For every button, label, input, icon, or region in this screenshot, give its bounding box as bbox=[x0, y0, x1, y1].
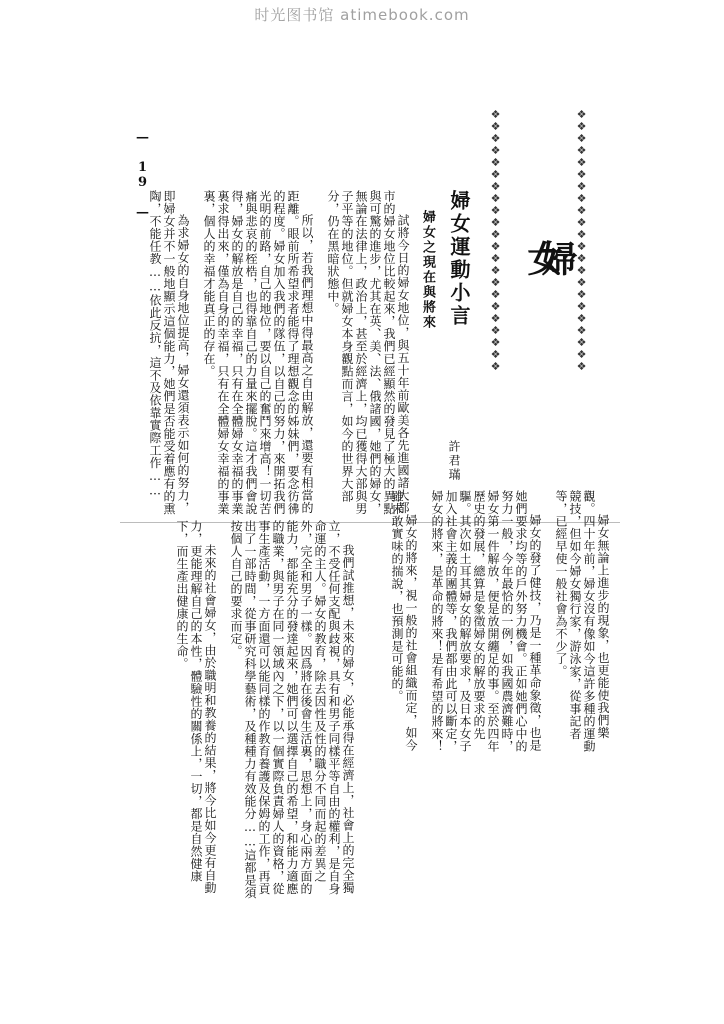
paragraph: 為求婦女的自身地位提高，婦女還須表示如何的努力，即婦女并不一般地顯示這個能力，她們是否能受着應有的熏陶，不能任教……依此反抗，這不及依靠實際工作…… bbox=[148, 190, 190, 515]
paragraph: 我們試推想，未來的婦女，必能承得在經濟上，社會上的完全獨立，不受任何支配與歧視，具有和男子同樣平等自由的權利，是自身命運的主人。婦女的教育，除去因性及性的職分不同而起的差異之外，完全和男子一樣。因爲將在後會生活裏，思想上，身心兩方面的能力，都能充分的發達起來，她們可以選擇自己的希望，和能力適應的職業，與男子在同一領域內之下，以一個實際負責婦人的資格，從事生產活動，一方面還可以能同樣的作教育養護及保姆的工作，再貢出了一部時間，從事研究科學藝術，及種種力有效能分……這都是須按個人自己的要求而定。 bbox=[229, 520, 355, 899]
paragraph: 婦女的將來，視一般的社會組織而定，如今雖未敢實味的揣說，也預測是可能的。 bbox=[390, 490, 418, 752]
article-title: 婦女運動小言 bbox=[447, 190, 471, 328]
page-number: — 19 — bbox=[135, 130, 150, 220]
body-block-lower-right bbox=[360, 490, 610, 760]
article-subhead: 婦女之現在與將來 bbox=[420, 210, 435, 330]
section-title: 婦 女 bbox=[522, 240, 578, 316]
watermark: 时光图书馆 atimebook.com bbox=[254, 6, 470, 24]
title-border-left: ❖❖❖❖❖❖❖❖❖❖❖❖❖❖❖❖❖❖❖❖❖❖ bbox=[489, 108, 502, 372]
paragraph: 試將今日的婦女地位，與五十年前歐美各先進國諸大都市的婦女地位比較起來，我們已經顯然的發見了極大的異點與可驚的進步，尤其在英、美、法、俄諸國，她們的婦女，無論在法律上，政治上，甚至於經濟上，均已獲得大部與男子平等的地位。但就婦女本身觀點而言，如今的世界大部分，仍在黑暗狀態中。 bbox=[326, 190, 410, 515]
title-border-right: ❖❖❖❖❖❖❖❖❖❖❖❖❖❖❖❖❖❖❖❖❖❖ bbox=[575, 108, 588, 372]
article-author: 許君璊 bbox=[447, 440, 461, 482]
body-block-lower-left bbox=[100, 520, 355, 900]
paragraph: 婦女的發了健技，乃是一種革命象徵，也是她們要求均等的戶外努力機會。正如她們心中的努力一般，今年最恰的一例，如我國農濟難時，婦女第一件解放，便是放開纏足的事。至於四年歷史的發展，總算是象徵婦女的解放要求的先驅。其次如土耳其婦女的解放要求，及日本女子加入社會主義的團體等，我們都由此可以斷定，婦女的將來，是革命的將來！是有希望的將來！ bbox=[430, 490, 542, 753]
paragraph: 婦女無論上進步的現象，也更能使我們樂觀。四十年前，婦女沒有像如今這許多種的運動競技，但如今婦女獨行家，游泳家，從事記者等，已經早使一般社會為不少了。 bbox=[554, 490, 610, 753]
paragraph: 未來的社會婦女，由於職明和教養的結果，將今比如今更有自動力，更能理解自己的本性，體驗性的關係上，一切，都是自然健康下，而生產出健康的生命。 bbox=[175, 520, 217, 894]
body-block-upper bbox=[140, 190, 410, 520]
paragraph: 所以，若我們理想中得最高之自由解放，還要有相當的距離。眼前所希望求者能得了理想觀念的姊妹們，要念彷彿的程度。婦女加入我們的隊伍，以自己的努力，來開拓我們光明的前路，自己的地位，要以自己的奮鬥來增高！一切苦痛與悲哀的桎梏，也得靠自己的力量來擺脫。這才我們會說得，婦女的解放是自己的幸福，只有在全體婦女幸福的事業裏求得出來，僅為自身的幸福，只有在全體婦女幸福的事業裏，個人的幸福才能真正的存在。 bbox=[202, 190, 314, 515]
